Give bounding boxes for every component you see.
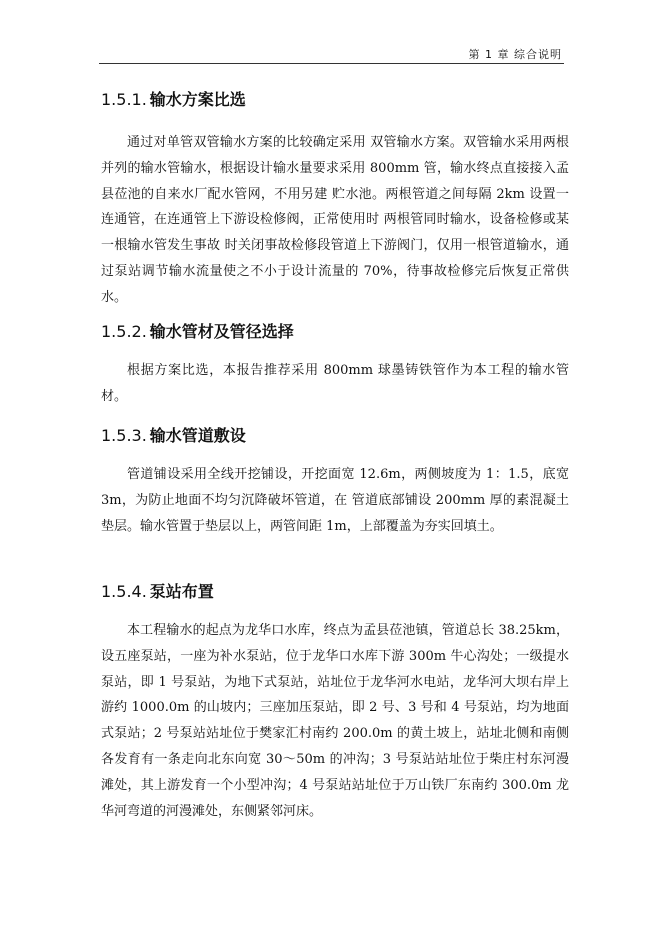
section-paragraph: 根据方案比选，本报告推荐采用 800mm 球墨铸铁管作为本工程的输水管材。 [101, 363, 569, 404]
section-1-5-2 [101, 322, 569, 410]
section-paragraph: 通过对单管双管输水方案的比较确定采用 双管输水方案。双管输水采用两根并列的输水管输水，根据设计输水量要求采用 800mm 管，输水终点直接接入孟县莅池的自来水厂配水管网，不用另建 贮水池。两根管道之间每隔 2km 设置一连通管，在连通管上下游设检修阀，正常使用时 两根管同时输水，设备检修或某一根输水管发生事故 时关闭事故检修段管道上下游阀门，仅用一根管道输水，通过泵站调节输水流量使之不小于设计流量的 70%，待事故检修完后恢复正常供水。 [101, 135, 569, 305]
section-title: 输水方案比选 [149, 90, 246, 109]
section-paragraph: 本工程输水的起点为龙华口水库，终点为孟县莅池镇，管道总长 38.25km，设五座泵站，一座为补水泵站，位于龙华口水库下游 300m 牛心沟处；一级提水泵站，即 1 号泵站，为地下式泵站，站址位于龙华河水电站，龙华河大坝右岸上游约 1000.0m 的山坡内；三座加压泵站，即 2 号、3 号和 4 号泵站，均为地面式泵站；2 号泵站站址位于樊家汇村南约 200.0m 的黄土坡上，站址北侧和南侧各发育有一条走向北东向宽 30～50m 的冲沟；3 号泵站站址位于柴庄村东河漫滩处，其上游发育一个小型冲沟；4 号泵站站址位于万山铁厂东南约 300.0m 龙华河弯道的河漫滩处，东侧紧邻河床。 [101, 623, 569, 819]
section-heading [101, 90, 569, 110]
section-paragraph: 管道铺设采用全线开挖铺设，开挖面宽 12.6m，两侧坡度为 1：1.5，底宽 3m，为防止地面不均匀沉降破坏管道，在 管道底部铺设 200mm 厚的素混凝土垫层。输水管置于垫层以上，两管间距 1m，上部覆盖为夯实回填土。 [101, 467, 569, 534]
section-heading [101, 322, 569, 342]
section-title: 输水管材及管径选择 [149, 322, 294, 341]
section-title: 泵站布置 [149, 582, 214, 601]
section-heading [101, 582, 569, 602]
section-number: 1.5.2. [101, 322, 147, 341]
page-header-chapter: 第 1 章 综合说明 [468, 48, 562, 61]
section-title: 输水管道敷设 [149, 426, 246, 445]
section-1-5-1 [101, 90, 569, 311]
header-divider [99, 63, 564, 64]
section-1-5-3 [101, 426, 569, 539]
section-number: 1.5.3. [101, 426, 147, 445]
section-number: 1.5.1. [101, 90, 147, 109]
section-number: 1.5.4. [101, 582, 147, 601]
section-heading [101, 426, 569, 446]
section-1-5-4 [101, 582, 569, 824]
